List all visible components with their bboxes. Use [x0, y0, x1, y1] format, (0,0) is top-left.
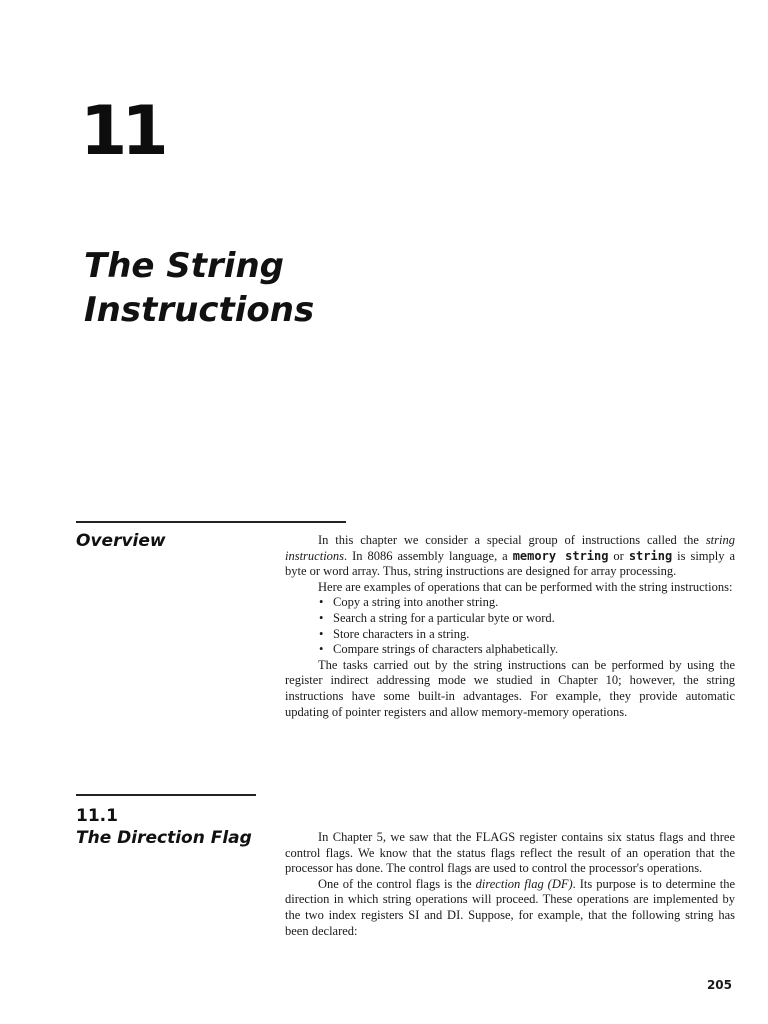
term-string-instructions: string instructions: [285, 533, 735, 563]
text-run: In this chapter we consider a special group of instructions called the: [318, 533, 706, 547]
list-item: • Store characters in a string.: [333, 627, 735, 643]
term-string: string: [628, 548, 673, 563]
list-item: • Copy a string into another string.: [333, 595, 735, 611]
text-run: or: [608, 548, 629, 563]
term-memory-string: memory string: [512, 548, 609, 563]
section-paragraph-2: [285, 877, 735, 939]
list-item: • Compare strings of characters alphabetically.: [333, 642, 735, 658]
term-direction-flag: direction flag (DF): [475, 876, 573, 891]
section-title: The Direction Flag: [76, 828, 252, 848]
page-number: 205: [706, 978, 732, 992]
chapter-title: [84, 244, 314, 332]
text-run: is simply a byte or word array. Thus, string instructions are designed for array processing.: [285, 548, 736, 579]
section-body: [285, 830, 735, 939]
chapter-number: 11: [80, 92, 163, 171]
overview-paragraph-2: Here are examples of operations that can be performed with the string instructions:: [318, 579, 733, 594]
operations-list: [285, 595, 735, 657]
section-rule: [76, 794, 256, 796]
text-run: . In 8086 assembly language, a: [344, 548, 513, 563]
text-run: . Its purpose is to determine the direction in which string operations will proceed. These operations are implemented by the two index registers SI and DI. Suppose, for example, that the following string has been declared:: [285, 876, 735, 938]
overview-rule: [76, 521, 346, 523]
chapter-title-line-1: The String: [84, 246, 284, 286]
section-heading: [76, 805, 252, 849]
overview-body: [285, 533, 735, 720]
list-item: • Search a string for a particular byte or word.: [333, 611, 735, 627]
section-number: 11.1: [76, 806, 118, 826]
overview-paragraph-3: The tasks carried out by the string instructions can be performed by using the register indirect addressing mode we studied in Chapter 10; however, the string instructions have some built-in advantages. For example, they provide automatic updating of pointer registers and allow memory-memory operations.: [285, 657, 735, 719]
chapter-title-line-2: Instructions: [84, 290, 315, 330]
text-run: One of the control flags is the: [318, 876, 476, 891]
section-paragraph-1: In Chapter 5, we saw that the FLAGS register contains six status flags and three control flags. We know that the status flags reflect the result of an operation that the processor has done. The control flags are used to control the processor's operations.: [285, 830, 735, 876]
overview-paragraph-1: [285, 533, 735, 580]
overview-heading: Overview: [76, 531, 166, 551]
